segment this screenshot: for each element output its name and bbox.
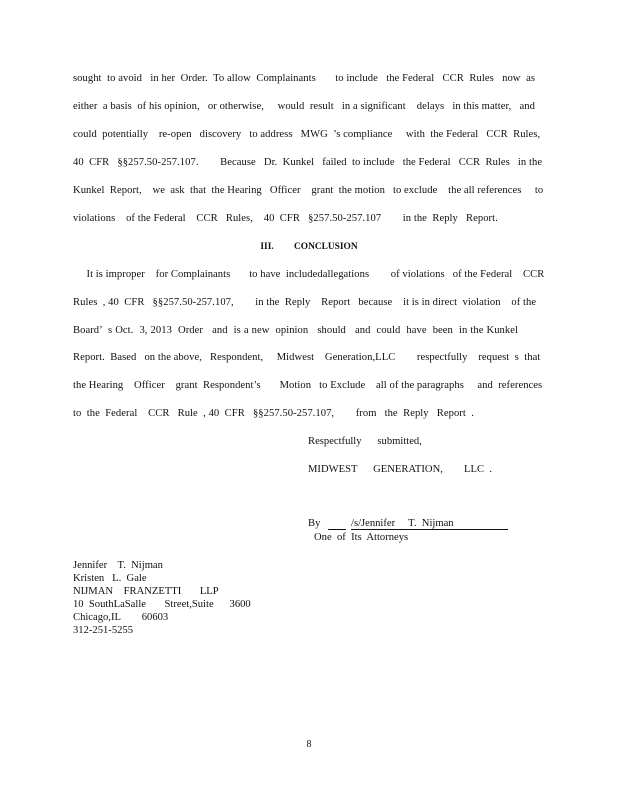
address-line: Kristen L. Gale xyxy=(73,573,147,584)
paragraph-2-line: the Hearing Officer grant Respondent’s Motion to Exclude all of the paragraphs and references xyxy=(73,380,543,391)
address-line: Jennifer T. Nijman xyxy=(73,560,163,571)
paragraph-1-line: could potentially re-open discovery to address MWG ’s compliance with the Federal CCR Rules, xyxy=(73,129,541,140)
section-heading: III. CONCLUSION xyxy=(260,242,358,252)
page-number: 8 xyxy=(306,739,312,750)
paragraph-2-line: Rules , 40 CFR §§257.50-257.107, in the Reply Report because it is in direct violation of the xyxy=(73,297,537,308)
address-line: 10 SouthLaSalle Street,Suite 3600 xyxy=(73,599,251,610)
address-line: 312-251-5255 xyxy=(73,625,134,636)
signature-underline xyxy=(351,529,508,530)
signature-name: /s/Jennifer T. Nijman xyxy=(351,518,454,529)
paragraph-1-line: 40 CFR §§257.50-257.107. Because Dr. Kunkel failed to include the Federal CCR Rules in the xyxy=(73,157,543,168)
paragraph-2-line: It is improper for Complainants to have includedallegations of violations of the Federal CCR xyxy=(73,269,545,280)
address-line: Chicago,IL 60603 xyxy=(73,612,169,623)
paragraph-2-line: Report. Based on the above, Respondent, Midwest Generation,LLC respectfully request s that xyxy=(73,352,541,363)
signature-company: MIDWEST GENERATION, LLC . xyxy=(308,464,493,475)
paragraph-1-line: either a basis of his opinion, or otherwise, would result in a significant delays in this matter, and xyxy=(73,101,535,112)
signature-by-label: By xyxy=(308,518,321,529)
address-line: NIJMAN FRANZETTI LLP xyxy=(73,586,219,597)
signature-underline xyxy=(328,529,346,530)
signature-closing: Respectfully submitted, xyxy=(308,436,422,447)
paragraph-1-line: violations of the Federal CCR Rules, 40 CFR §257.50-257.107 in the Reply Report. xyxy=(73,213,498,224)
paragraph-1-line: Kunkel Report, we ask that the Hearing Officer grant the motion to exclude the all references to xyxy=(73,185,544,196)
paragraph-1-line: sought to avoid in her Order. To allow Complainants to include the Federal CCR Rules now as xyxy=(73,73,535,84)
paragraph-2-line: Board’ s Oct. 3, 2013 Order and is a new opinion should and could have been in the Kunkel xyxy=(73,325,518,336)
signature-role: One of Its Attorneys xyxy=(314,532,409,543)
paragraph-2-line: to the Federal CCR Rule , 40 CFR §§257.50-257.107, from the Reply Report . xyxy=(73,408,474,419)
